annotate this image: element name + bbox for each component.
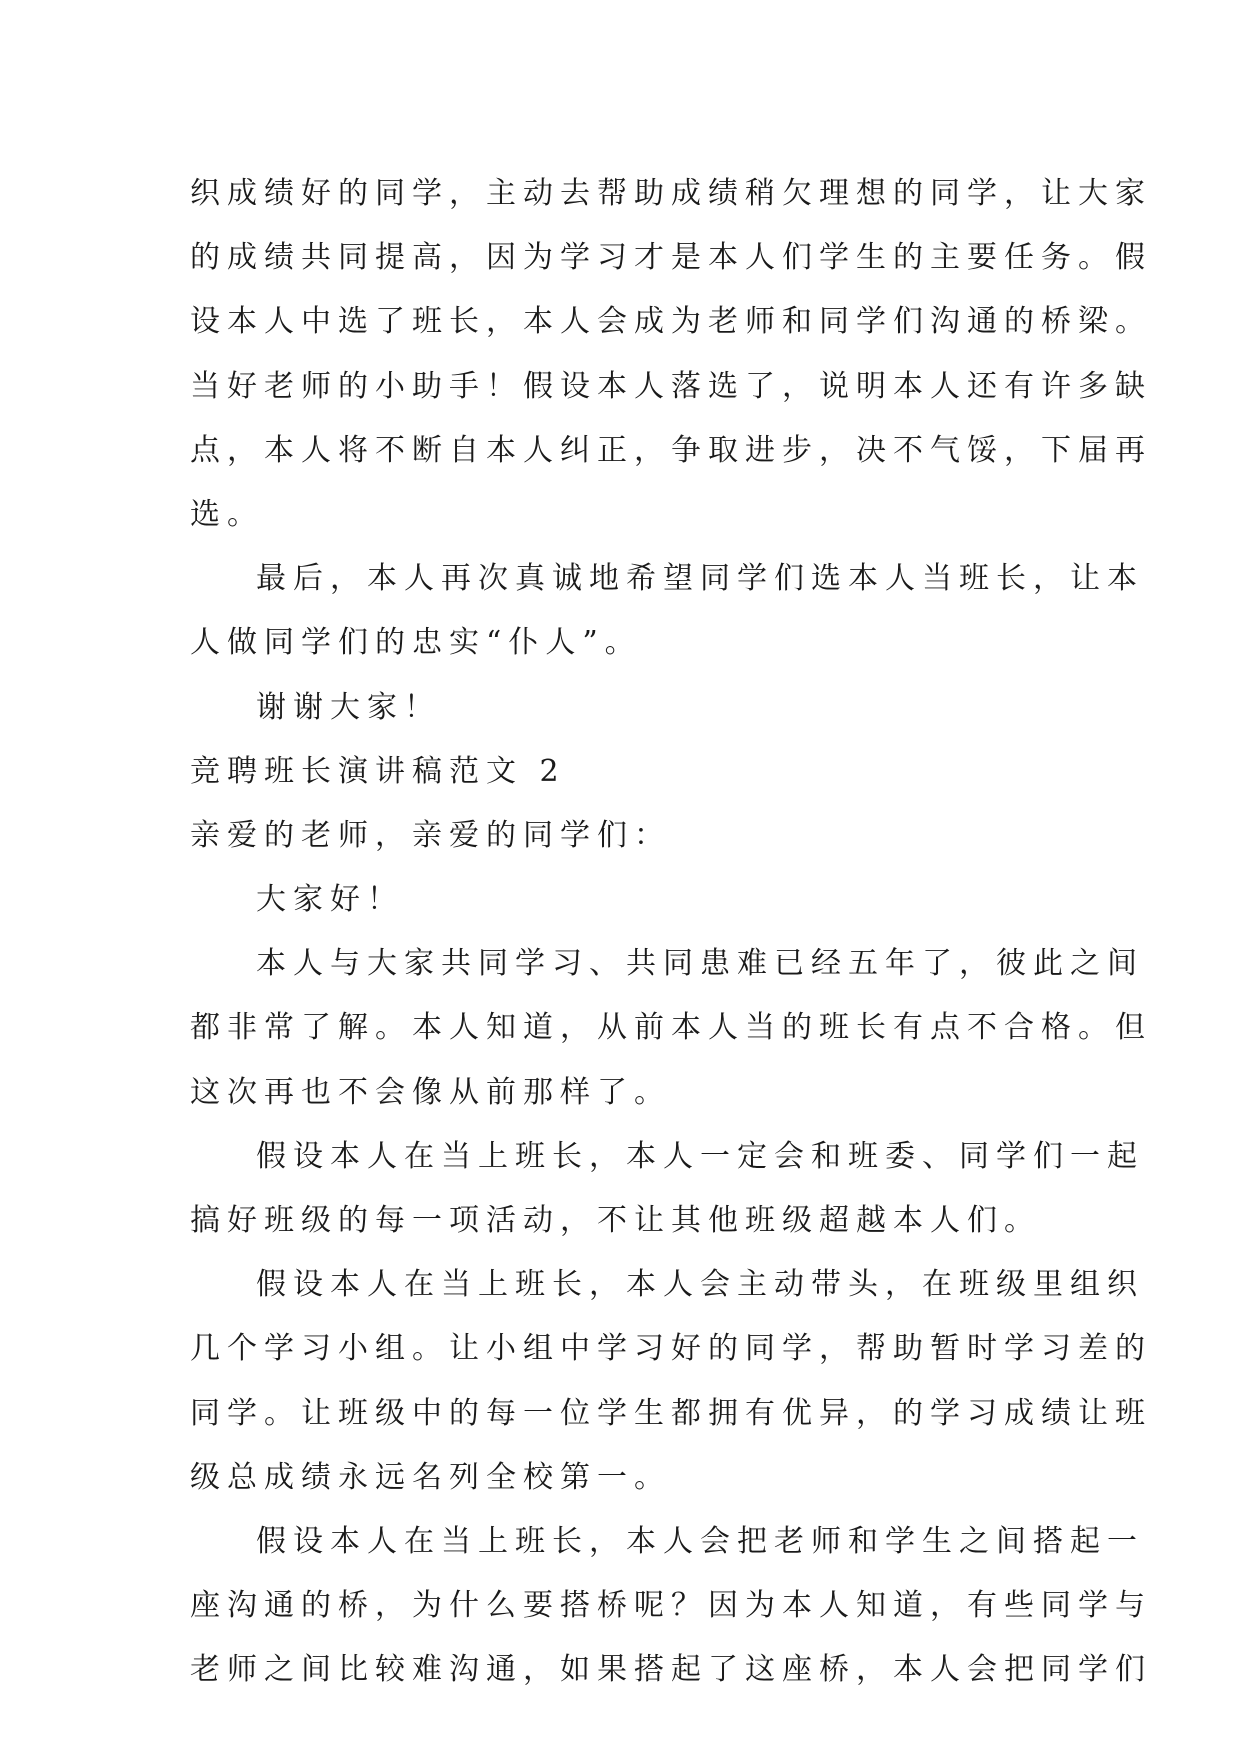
text-line: 假设本人在当上班长，本人一定会和班委、同学们一起 bbox=[256, 1138, 1144, 1174]
text-line: 本人与大家共同学习、共同患难已经五年了，彼此之间 bbox=[256, 946, 1144, 982]
salutation: 亲爱的老师，亲爱的同学们： bbox=[190, 817, 671, 853]
text-line: 人做同学们的忠实“仆人”。 bbox=[190, 625, 642, 661]
text-line: 同学。让班级中的每一位学生都拥有优异，的学习成绩让班 bbox=[190, 1395, 1152, 1431]
text-line: 当好老师的小助手！假设本人落选了，说明本人还有许多缺 bbox=[190, 368, 1152, 404]
text-line: 的成绩共同提高，因为学习才是本人们学生的主要任务。假 bbox=[190, 240, 1152, 276]
text-line: 最后，本人再次真诚地希望同学们选本人当班长，让本 bbox=[256, 561, 1144, 597]
text-line: 设本人中选了班长，本人会成为老师和同学们沟通的桥梁。 bbox=[190, 304, 1152, 340]
text-line: 老师之间比较难沟通，如果搭起了这座桥，本人会把同学们 bbox=[190, 1652, 1152, 1688]
text-line: 点，本人将不断自本人纠正，争取进步，决不气馁，下届再 bbox=[190, 432, 1152, 468]
text-line: 假设本人在当上班长，本人会主动带头，在班级里组织 bbox=[256, 1267, 1144, 1303]
text-line: 织成绩好的同学，主动去帮助成绩稍欠理想的同学，让大家 bbox=[190, 176, 1152, 211]
text-line: 级总成绩永远名列全校第一。 bbox=[190, 1459, 671, 1495]
document-body bbox=[190, 162, 1152, 1703]
text-line: 几个学习小组。让小组中学习好的同学，帮助暂时学习差的 bbox=[190, 1331, 1152, 1367]
section-heading: 竞聘班长演讲稿范文 2 bbox=[190, 753, 566, 789]
text-line: 谢谢大家！ bbox=[256, 689, 441, 725]
text-line: 选。 bbox=[190, 496, 264, 532]
text-line: 都非常了解。本人知道，从前本人当的班长有点不合格。但 bbox=[190, 1010, 1152, 1046]
text-line: 座沟通的桥，为什么要搭桥呢？因为本人知道，有些同学与 bbox=[190, 1588, 1152, 1624]
text-line: 假设本人在当上班长，本人会把老师和学生之间搭起一 bbox=[256, 1523, 1144, 1559]
text-line: 大家好！ bbox=[256, 882, 404, 918]
text-line: 搞好班级的每一项活动，不让其他班级超越本人们。 bbox=[190, 1203, 1041, 1238]
text-line: 这次再也不会像从前那样了。 bbox=[190, 1074, 671, 1110]
